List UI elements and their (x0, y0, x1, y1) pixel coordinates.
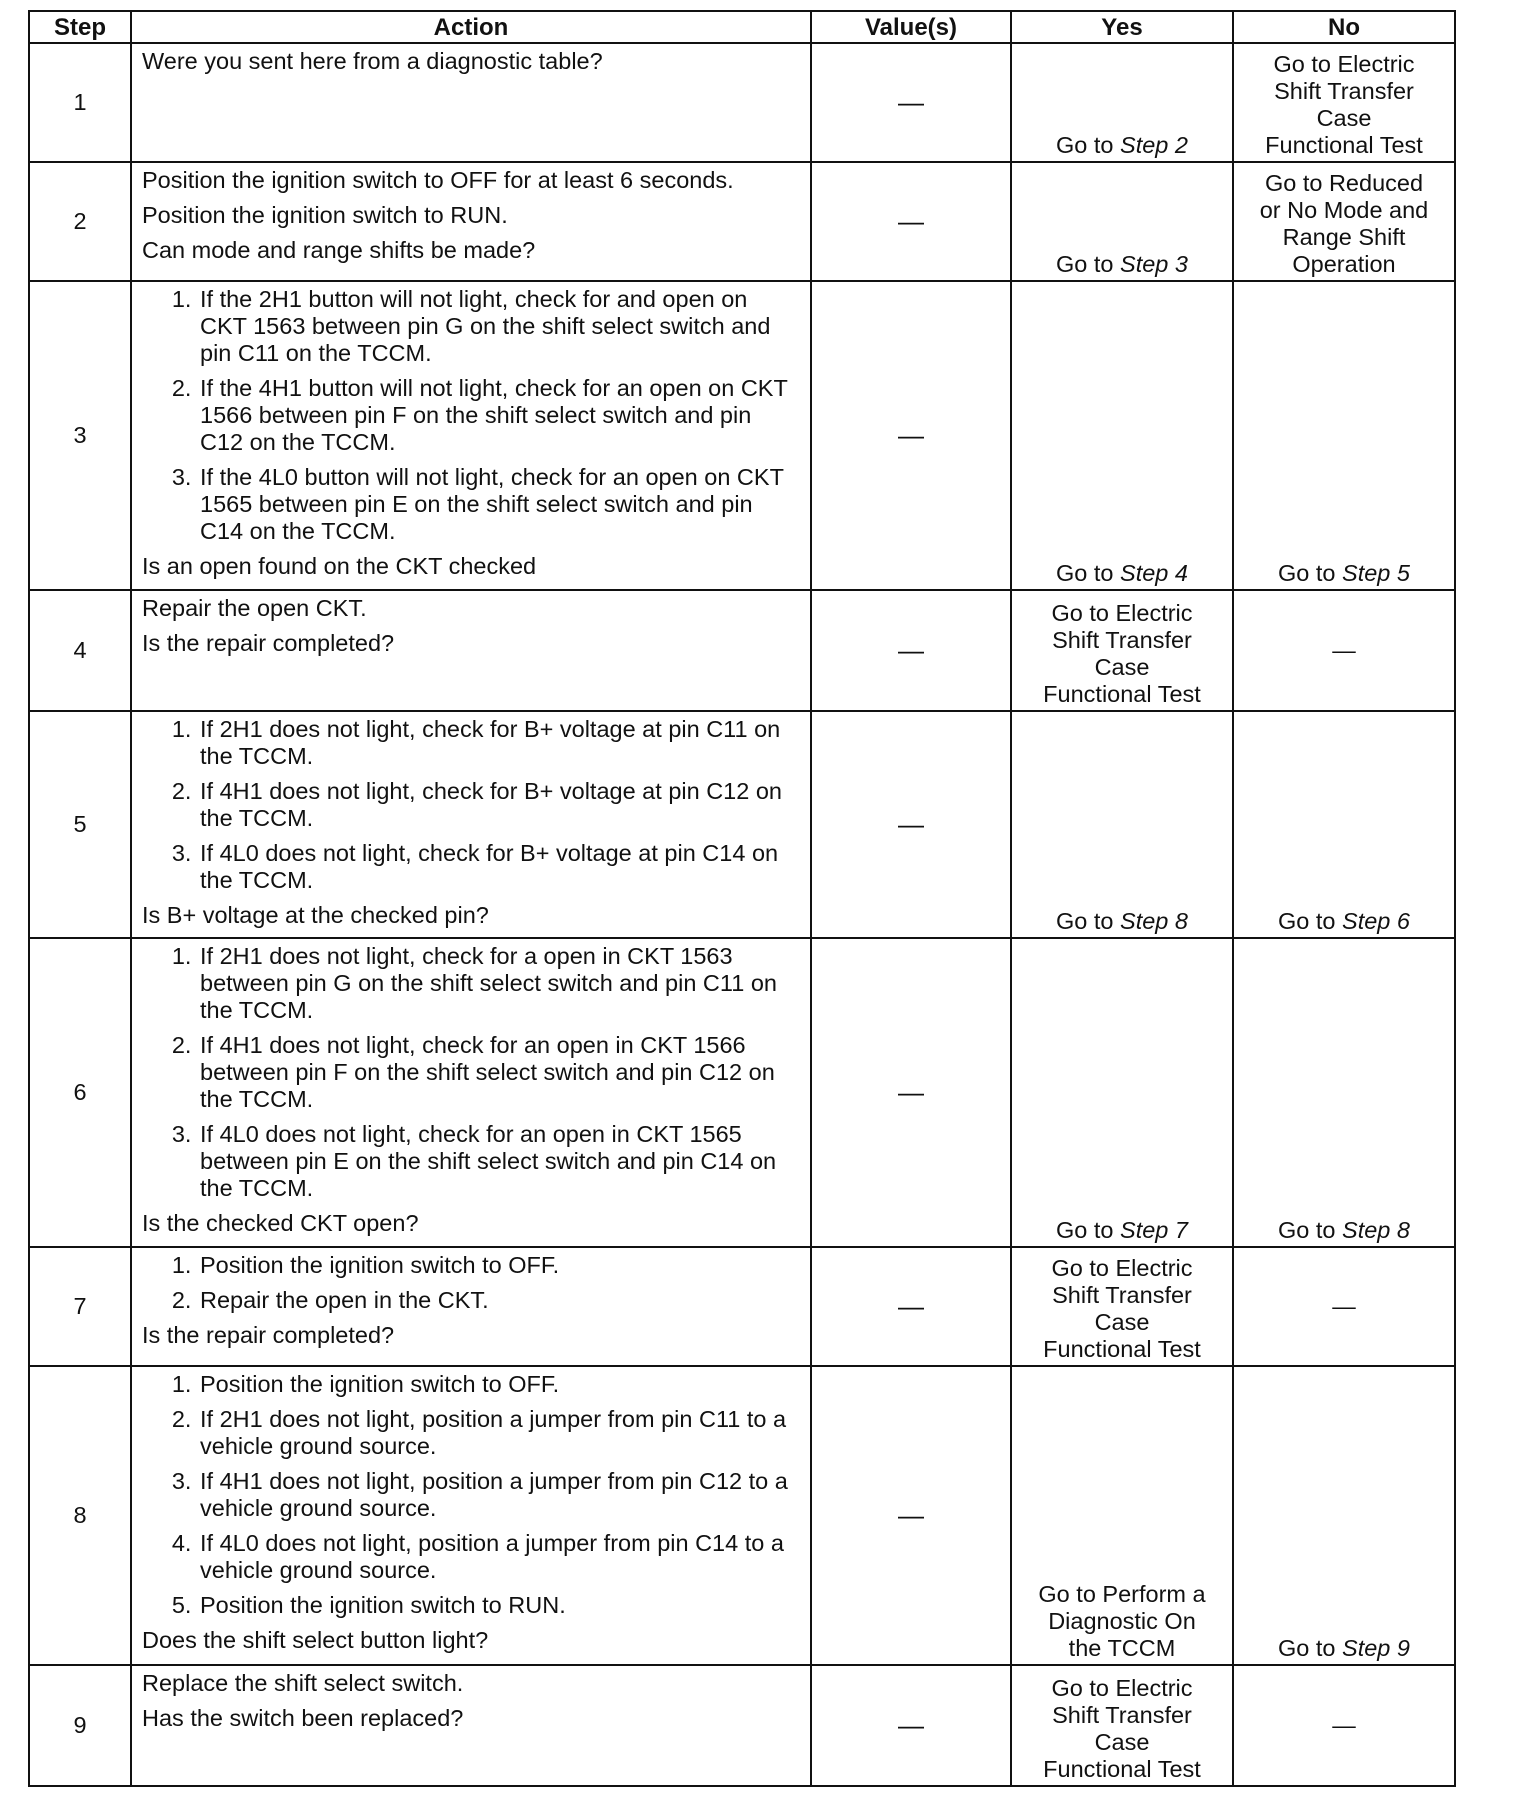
result-line: Go to Electric (1051, 1254, 1193, 1281)
step-reference: Step 7 (1120, 1216, 1188, 1243)
value-cell: — (811, 281, 1011, 590)
goto-label: Go to (1056, 1216, 1114, 1243)
action-cell (131, 281, 811, 590)
result-line: Case (1316, 105, 1372, 132)
list-item: 1. If the 2H1 button will not light, check for and open on CKT 1563 between pin G on the shift select switch and pin C11 on the TCCM. (198, 286, 800, 367)
no-cell (1233, 711, 1455, 937)
result-line: Go to Electric (1273, 51, 1415, 78)
action-question: Does the shift select button light? (142, 1626, 489, 1653)
value-cell: — (811, 162, 1011, 281)
list-item: 3. If 4H1 does not light, position a jumper from pin C12 to a vehicle ground source. (198, 1468, 800, 1522)
list-item: 2. If the 4H1 button will not light, check for an open on CKT 1566 between pin F on the shift select switch and pin C12 on the TCCM. (198, 375, 800, 456)
goto-label: Go to (1056, 560, 1114, 587)
no-cell (1233, 162, 1455, 281)
result-line: Functional Test (1043, 1756, 1201, 1782)
goto-step-link (1056, 251, 1188, 277)
dash-mark: — (1332, 1292, 1356, 1319)
yes-cell (1011, 590, 1233, 711)
step-reference: Step 8 (1120, 907, 1188, 934)
goto-step-link (1056, 908, 1188, 934)
action-steps-list (142, 1252, 800, 1314)
goto-label: Go to (1056, 907, 1114, 934)
value-cell: — (811, 43, 1011, 162)
dash-mark: — (1332, 637, 1356, 664)
step-reference: Step 4 (1120, 560, 1188, 587)
dash-mark: — (1332, 1711, 1356, 1738)
yes-cell (1011, 938, 1233, 1247)
action-cell (131, 1366, 811, 1665)
header-row (29, 11, 1455, 43)
step-reference: Step 3 (1120, 251, 1188, 278)
header-yes: Yes (1011, 11, 1233, 43)
step-reference: Step 5 (1342, 560, 1410, 587)
no-cell (1233, 43, 1455, 162)
no-cell (1233, 1366, 1455, 1665)
goto-step-link (1056, 560, 1188, 586)
result-line: Case (1094, 1729, 1150, 1755)
value-cell: — (811, 711, 1011, 937)
list-item: 3. If the 4L0 button will not light, check for an open on CKT 1565 between pin E on the shift select switch and pin C14 on the TCCM. (198, 464, 800, 545)
table-row (29, 1665, 1455, 1786)
step-number: 1 (29, 43, 131, 162)
list-item: 2. Repair the open in the CKT. (198, 1287, 800, 1314)
result-line: Go to Reduced (1264, 170, 1424, 197)
step-number: 9 (29, 1665, 131, 1786)
action-steps-list (142, 1371, 800, 1619)
result-line: Functional Test (1043, 1335, 1201, 1362)
value-cell: — (811, 590, 1011, 711)
header-no: No (1233, 11, 1455, 43)
result-line: Shift Transfer (1052, 627, 1192, 654)
no-cell (1233, 1247, 1455, 1366)
table-row (29, 938, 1455, 1247)
action-cell (131, 590, 811, 711)
yes-cell (1011, 1247, 1233, 1366)
list-item: 1. Position the ignition switch to OFF. (198, 1371, 800, 1398)
list-item: 1. Position the ignition switch to OFF. (198, 1252, 800, 1279)
table-row (29, 1366, 1455, 1665)
goto-label: Go to (1056, 251, 1114, 278)
list-item: 5. Position the ignition switch to RUN. (198, 1592, 800, 1619)
step-number: 7 (29, 1247, 131, 1366)
action-line: Replace the shift select switch. (142, 1669, 464, 1696)
result-line: Go to Perform a (1038, 1580, 1206, 1607)
table-row (29, 43, 1455, 162)
action-question: Is an open found on the CKT checked (142, 553, 537, 580)
table-row (29, 281, 1455, 590)
goto-step-link (1056, 1217, 1188, 1243)
yes-cell (1011, 711, 1233, 937)
step-number: 5 (29, 711, 131, 937)
action-cell (131, 938, 811, 1247)
result-line: the TCCM (1068, 1634, 1176, 1661)
list-item: 1. If 2H1 does not light, check for a open in CKT 1563 between pin G on the shift select switch and pin C11 on the TCCM. (198, 943, 800, 1024)
action-line: Were you sent here from a diagnostic table? (142, 48, 603, 74)
result-line: or No Mode and (1259, 197, 1429, 224)
list-item: 4. If 4L0 does not light, position a jumper from pin C14 to a vehicle ground source. (198, 1530, 800, 1584)
goto-step-link (1278, 1217, 1410, 1243)
diagnostic-table (28, 10, 1456, 1787)
goto-label: Go to (1278, 907, 1336, 934)
yes-cell (1011, 1366, 1233, 1665)
yes-cell (1011, 281, 1233, 590)
action-line: Has the switch been replaced? (142, 1704, 464, 1731)
goto-step-link (1278, 560, 1410, 586)
no-cell (1233, 1665, 1455, 1786)
action-steps-list (142, 943, 800, 1202)
table-row (29, 1247, 1455, 1366)
header-action: Action (131, 11, 811, 43)
yes-cell (1011, 43, 1233, 162)
step-number: 2 (29, 162, 131, 281)
result-line: Diagnostic On (1048, 1607, 1196, 1634)
no-cell (1233, 281, 1455, 590)
action-cell (131, 1247, 811, 1366)
action-cell (131, 43, 811, 162)
result-line: Case (1094, 654, 1150, 681)
table-row (29, 711, 1455, 937)
result-text (1238, 51, 1450, 159)
action-question: Is the checked CKT open? (142, 1209, 419, 1236)
table-row (29, 162, 1455, 281)
action-line: Position the ignition switch to OFF for at least 6 seconds. (142, 167, 734, 194)
step-reference: Step 6 (1342, 907, 1410, 934)
list-item: 2. If 2H1 does not light, position a jumper from pin C11 to a vehicle ground source. (198, 1406, 800, 1460)
list-item: 3. If 4L0 does not light, check for B+ voltage at pin C14 on the TCCM. (198, 840, 800, 894)
goto-step-link (1056, 132, 1188, 158)
action-steps-list (142, 716, 800, 894)
header-values: Value(s) (811, 11, 1011, 43)
step-number: 4 (29, 590, 131, 711)
result-line: Shift Transfer (1052, 1281, 1192, 1308)
list-item: 2. If 4H1 does not light, check for B+ voltage at pin C12 on the TCCM. (198, 778, 800, 832)
goto-label: Go to (1278, 560, 1336, 587)
no-cell (1233, 938, 1455, 1247)
yes-cell (1011, 1665, 1233, 1786)
no-cell (1233, 590, 1455, 711)
action-steps-list (142, 286, 800, 545)
yes-cell (1011, 162, 1233, 281)
value-cell: — (811, 1665, 1011, 1786)
result-line: Functional Test (1043, 681, 1201, 708)
result-line: Shift Transfer (1274, 78, 1414, 105)
step-number: 6 (29, 938, 131, 1247)
value-cell: — (811, 938, 1011, 1247)
action-line: Is the repair completed? (142, 630, 395, 657)
list-item: 3. If 4L0 does not light, check for an open in CKT 1565 between pin E on the shift select switch and pin C14 on the TCCM. (198, 1121, 800, 1202)
step-number: 8 (29, 1366, 131, 1665)
step-reference: Step 9 (1342, 1634, 1410, 1661)
result-text (1016, 1255, 1228, 1363)
result-text (1016, 1675, 1228, 1783)
result-line: Go to Electric (1051, 1675, 1193, 1701)
goto-step-link (1278, 1635, 1410, 1661)
result-text (1016, 600, 1228, 708)
step-reference: Step 2 (1120, 132, 1188, 159)
list-item: 1. If 2H1 does not light, check for B+ voltage at pin C11 on the TCCM. (198, 716, 800, 770)
action-line: Position the ignition switch to RUN. (142, 202, 508, 229)
result-line: Shift Transfer (1052, 1702, 1192, 1728)
result-line: Case (1094, 1308, 1150, 1335)
list-item: 2. If 4H1 does not light, check for an open in CKT 1566 between pin F on the shift select switch and pin C12 on the TCCM. (198, 1032, 800, 1113)
goto-label: Go to (1278, 1634, 1336, 1661)
action-cell (131, 711, 811, 937)
action-question: Is the repair completed? (142, 1321, 395, 1348)
step-reference: Step 8 (1342, 1216, 1410, 1243)
result-line: Range Shift (1282, 224, 1406, 251)
header-step: Step (29, 11, 131, 43)
goto-label: Go to (1056, 132, 1114, 159)
value-cell: — (811, 1247, 1011, 1366)
step-number: 3 (29, 281, 131, 590)
goto-label: Go to (1278, 1216, 1336, 1243)
result-line: Operation (1292, 251, 1396, 278)
action-cell (131, 1665, 811, 1786)
action-question: Is B+ voltage at the checked pin? (142, 902, 489, 929)
value-cell: — (811, 1366, 1011, 1665)
result-line: Functional Test (1265, 132, 1423, 159)
result-text (1238, 170, 1450, 278)
action-line: Can mode and range shifts be made? (142, 237, 536, 264)
result-text (1016, 1581, 1228, 1662)
action-line: Repair the open CKT. (142, 595, 367, 622)
goto-step-link (1278, 908, 1410, 934)
table-row (29, 590, 1455, 711)
result-line: Go to Electric (1051, 600, 1193, 627)
action-cell (131, 162, 811, 281)
